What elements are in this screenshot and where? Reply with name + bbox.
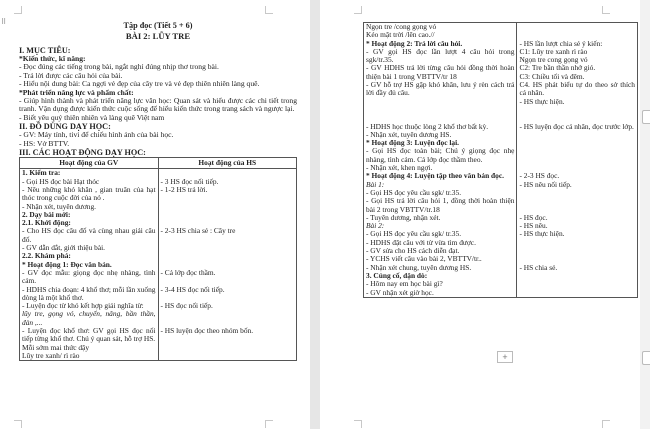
step-heading: 2.1. Khởi động: bbox=[22, 218, 71, 228]
margin-corner-mark bbox=[354, 420, 362, 428]
student-line: - HS đọc nối tiếp. bbox=[160, 301, 213, 311]
activity-line: - Nhận xét chung, tuyên dương HS. bbox=[366, 262, 472, 272]
margin-corner-mark bbox=[602, 420, 610, 428]
step-heading: 1. Kiểm tra: bbox=[22, 168, 61, 178]
activity-line: - GV nhận xét giờ học. bbox=[366, 287, 434, 297]
student-line: - HS nêu nối tiếp. bbox=[519, 179, 572, 189]
activity-line: - Luyện đọc khổ thơ: GV gọi HS đọc nối tiếp từng khổ thơ. Chú ý quan sát, hỗ trợ HS. bbox=[22, 326, 156, 344]
poem-line: Lũy tre xanh/ rì rào bbox=[22, 350, 80, 360]
student-line: - 3-4 HS đọc nối tiếp. bbox=[160, 284, 225, 294]
margin-corner-mark bbox=[265, 420, 273, 428]
student-line: - HS thực hiện. bbox=[519, 96, 565, 106]
activity-line: - Nhận xét, khen ngợi. bbox=[366, 163, 433, 173]
teacher-activity-cell[interactable] bbox=[20, 169, 159, 361]
side-panel-tab[interactable] bbox=[642, 351, 650, 365]
margin-corner-mark bbox=[14, 420, 22, 428]
student-activity-cell[interactable] bbox=[517, 23, 638, 298]
table-row bbox=[364, 23, 638, 298]
student-line: C4. HS phát biểu tự do theo sở thích cá nhân. bbox=[519, 80, 635, 98]
competency-item: - Giúp hình thành và phát triển năng lực văn học: Quan sát và hiểu được các chi tiết trong tranh. Vận dụng được kiến thức cuộc sống để hiểu kiến thức trong trang sách và ngược lại. bbox=[19, 96, 297, 114]
competency-item: - Biết yêu quý thiên nhiên và làng quê Việt nam bbox=[19, 112, 165, 122]
section-objectives-heading: I. MỤC TIÊU: bbox=[19, 46, 71, 55]
material-item: - HS: Vở BTTV. bbox=[19, 138, 70, 148]
student-line: - HS nêu. bbox=[519, 221, 548, 231]
objective-item: - Trả lời được các câu hỏi của bài. bbox=[19, 70, 123, 80]
student-line: - 2-3 HS đọc. bbox=[519, 171, 560, 181]
student-line: - Cả lớp đọc thầm. bbox=[160, 267, 216, 277]
activity-line: - Gọi HS đọc bài Hạt thóc bbox=[22, 176, 100, 186]
page-2-body bbox=[363, 22, 638, 298]
activity-line: - Nhận xét, tuyên dương HS. bbox=[366, 129, 452, 139]
student-activity-cell[interactable] bbox=[158, 169, 297, 361]
student-line: C3: Chiều tối và đêm. bbox=[519, 71, 585, 81]
activity-line: - HDHS đặt câu với từ vừa tìm được. bbox=[366, 237, 476, 247]
table-move-handle-icon[interactable]: ⠿ bbox=[1, 18, 8, 26]
knowledge-skills-subheading: *Kiến thức, kĩ năng: bbox=[19, 54, 86, 63]
margin-corner-mark bbox=[602, 6, 610, 14]
add-table-row-button[interactable]: + bbox=[497, 351, 513, 363]
activity-line: - HDHS chia đoạn: 4 khổ thơ; mỗi lần xuống dòng là một khổ thơ. bbox=[22, 284, 156, 302]
objective-item: - Đọc đúng các tiếng trong bài, ngắt nghỉ đúng nhịp thơ trong bài. bbox=[19, 62, 219, 72]
activity-line: - Hôm nay em học bài gì? bbox=[366, 279, 443, 289]
activity-line: - Gọi HS trả lời câu hỏi 1, đồng thời hoàn thiện bài 2 trong VBTTV/tr.18 bbox=[366, 196, 515, 214]
activity-line: - Nhận xét, tuyên dương. bbox=[22, 201, 97, 211]
competency-subheading: *Phát triển năng lực và phẩm chất: bbox=[19, 87, 134, 97]
document-page-2 bbox=[320, 0, 640, 429]
activity-line: - Gọi HS đọc toàn bài; Chú ý giọng đọc nhẹ nhàng, tình cảm. Cả lớp đọc thầm theo. bbox=[366, 146, 515, 164]
column-header-teacher: Hoạt động của GV bbox=[20, 158, 159, 169]
teacher-activity-cell[interactable] bbox=[364, 23, 517, 298]
student-line: - 3 HS đọc nối tiếp. bbox=[160, 176, 219, 186]
poem-line: Mỗi sớm mai thức dậy bbox=[22, 342, 90, 352]
student-line: - HS thực hiện. bbox=[519, 229, 565, 239]
section-materials-heading: II. ĐỒ DÙNG DẠY HỌC: bbox=[19, 122, 111, 132]
side-panel-tab[interactable] bbox=[642, 110, 650, 124]
table-row bbox=[20, 169, 297, 361]
activities-table bbox=[19, 157, 297, 361]
activities-table-continued bbox=[363, 22, 638, 298]
activity-line: - Cho HS đọc câu đố và cùng nhau giải câu đố. bbox=[22, 226, 156, 244]
lesson-title: BÀI 2: LŨY TRE bbox=[125, 31, 191, 41]
activity-line: - GV gọi HS đọc lần lượt 4 câu hỏi trong sgk/tr.35. bbox=[366, 46, 515, 65]
activity-line: - GV sửa cho HS cách diễn đạt. bbox=[366, 246, 460, 256]
activity-line: - GV HDHS trả lời từng câu hỏi đồng thời hoàn thiện bài 1 trong VBTTV/tr 18 bbox=[366, 63, 515, 81]
student-line: - HS lần lượt chia sẻ ý kiến: bbox=[519, 38, 603, 48]
student-line: C1: Lũy tre xanh rì rào bbox=[519, 46, 588, 56]
activity-line: - Gọi HS đọc yêu cầu sgk/ tr.35. bbox=[366, 187, 462, 197]
poem-line: Kéo mặt trời /lên cao.// bbox=[366, 30, 435, 40]
activity-heading: * Hoạt động 1: Đọc văn bản. bbox=[22, 259, 112, 269]
activity-line: - GV dẫn dắt, giới thiệu bài. bbox=[22, 243, 106, 253]
page-gap bbox=[310, 0, 320, 429]
step-heading: 3. Củng cố, dặn dò: bbox=[366, 270, 428, 280]
exercise-label: Bài 1: bbox=[366, 179, 385, 189]
margin-corner-mark bbox=[354, 6, 362, 14]
student-line: C2: Tre bần thần nhớ gió. bbox=[519, 63, 596, 73]
activity-heading: * Hoạt động 2: Trả lời câu hỏi. bbox=[366, 38, 463, 48]
column-header-student: Hoạt động của HS bbox=[158, 158, 297, 169]
vocabulary-words: lũy tre, gọng vó, chuyển, nâng, bần thần, đàn ,... bbox=[22, 309, 156, 327]
student-line: - 2-3 HS chia sẻ : Cây tre bbox=[160, 226, 236, 236]
activity-line: - Nêu những khó khăn , gian truân của hạt thóc trong cuộc đời của nó . bbox=[22, 184, 156, 203]
activity-line: - Gọi HS đọc yêu cầu sgk/ tr.35. bbox=[366, 229, 462, 239]
step-heading: 2. Dạy bài mới: bbox=[22, 209, 71, 219]
activity-line: - HDHS học thuộc lòng 2 khổ thơ bất kỳ. bbox=[366, 121, 489, 131]
step-heading: 2.2. Khám phá: bbox=[22, 251, 71, 261]
page-1-body bbox=[19, 21, 297, 361]
document-page-1 bbox=[0, 0, 310, 429]
student-line: - HS luyện đọc theo nhóm bốn. bbox=[160, 326, 254, 335]
activity-line: - GV hỗ trợ HS gặp khó khăn, lưu ý rèn cách trả lời đầy đủ câu. bbox=[366, 80, 515, 98]
student-line: - 1-2 HS trả lời. bbox=[160, 184, 208, 194]
objective-item: - Hiểu nội dung bài: Ca ngợi vẻ đẹp của cây tre và vẻ đẹp thiên nhiên làng quê. bbox=[19, 79, 260, 89]
activity-line: - YCHS viết câu vào bài 2, VBTTV/tr.. bbox=[366, 254, 482, 264]
student-line: - HS chia sẻ. bbox=[519, 262, 558, 272]
margin-corner-mark bbox=[265, 6, 273, 14]
material-item: - GV: Máy tính, tivi để chiếu hình ảnh của bài học. bbox=[19, 130, 174, 140]
activity-heading: * Hoạt động 4: Luyện tập theo văn bản đọc. bbox=[366, 171, 504, 181]
poem-line: Ngọn tre /cong gọng vó bbox=[366, 22, 437, 31]
subject-title: Tập đọc (Tiết 5 + 6) bbox=[123, 21, 193, 30]
student-line: - HS đọc. bbox=[519, 212, 548, 222]
margin-corner-mark bbox=[14, 6, 22, 14]
section-activities-heading: III. CÁC HOẠT ĐỘNG DẠY HỌC: bbox=[19, 148, 146, 158]
student-line: Ngọn tre cong gọng vó bbox=[519, 55, 588, 65]
table-header-row bbox=[20, 158, 297, 169]
exercise-label: Bài 2: bbox=[366, 221, 385, 231]
activity-line: - GV đọc mẫu: giọng đọc nhẹ nhàng, tình cảm. bbox=[22, 267, 156, 286]
activity-heading: * Hoạt động 3: Luyện đọc lại. bbox=[366, 138, 460, 148]
activity-line: - Luyện đọc từ khó kết hợp giải nghĩa từ: bbox=[22, 301, 144, 311]
student-line: - HS luyện đọc cá nhân, đọc trước lớp. bbox=[519, 121, 634, 131]
activity-line: - Tuyên dương, nhận xét. bbox=[366, 212, 441, 222]
